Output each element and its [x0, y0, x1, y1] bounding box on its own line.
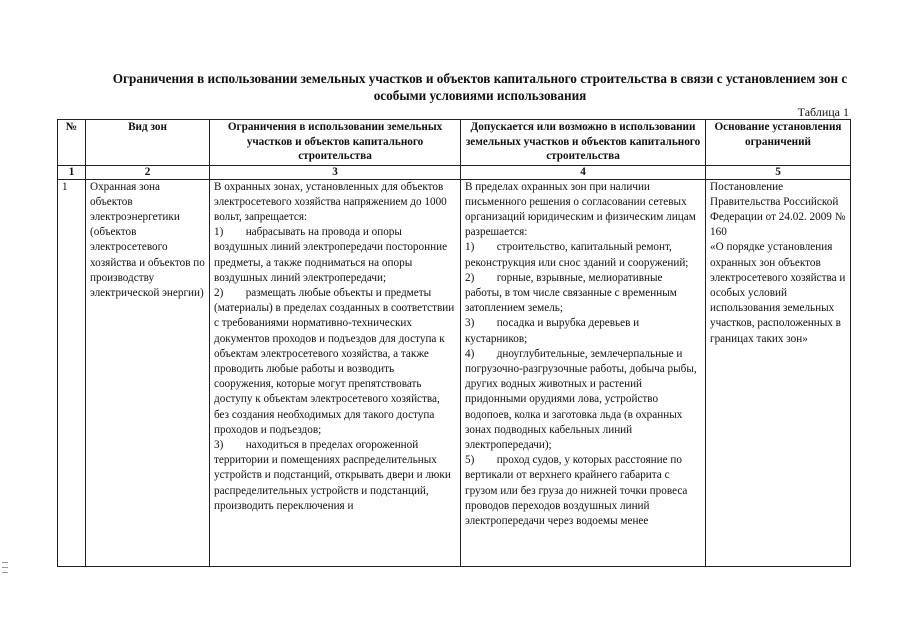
allowed-cell [461, 179, 706, 566]
header-restrictions: Ограничения в использовании земельных участков и объектов капитального строительства [210, 120, 461, 166]
restrictions-table [57, 119, 851, 567]
margin-tick [2, 562, 8, 563]
basis-cell [706, 179, 851, 566]
header-allowed: Допускается или возможно в использовании земельных участков и объектов капитального строительства [461, 120, 706, 166]
restrictions-text: В охранных зонах, установленных для объектов электросетевого хозяйства напряжением до 1000 вольт, запрещается: 1) набрасывать на провода и опоры воздушных линий электропередачи посторонние предметы, а также подниматься на опоры воздушных линий электропередачи; 2) размещать любые объекты и предметы (материалы) в пределах созданных в соответствии с требованиями нормативно-технических документов проходов и подъездов для доступа к объектам электросетевого хозяйства, а также проводить любые работы и возводить сооружения, которые могут препятствовать доступу к объектам электросетевого хозяйства, без создания необходимых для такого доступа проходов и подъездов; 3) находиться в пределах огороженной территории и помещениях распределительных устройств и подстанций, открывать двери и люки распределительных устройств и подстанций, производить переключения и [214, 180, 455, 512]
zone-type-cell [86, 179, 210, 566]
row-number: 1 [58, 179, 86, 566]
column-number: 5 [706, 165, 851, 179]
document-title: Ограничения в использовании земельных участков и объектов капитального строительства в связи с установлением зон с особыми условиями использования [112, 71, 848, 103]
restrictions-cell [210, 179, 461, 566]
column-number-row [58, 165, 851, 179]
margin-marks [2, 562, 8, 577]
table-caption: Таблица 1 [797, 105, 849, 119]
column-number: 3 [210, 165, 461, 179]
header-basis: Основание установления ограничений [706, 120, 851, 166]
basis-text: Постановление Правительства Российской Федерации от 24.02. 2009 № 160 «О порядке установления охранных зон объектов электросетевого хозяйства и особых условий использования земельных участков, расположенных в границах таких зон» [710, 180, 846, 345]
header-zone-type: Вид зон [86, 120, 210, 166]
column-number: 4 [461, 165, 706, 179]
column-number: 1 [58, 165, 86, 179]
margin-tick [2, 572, 8, 573]
header-number: № [58, 120, 86, 166]
table-header-row [58, 120, 851, 166]
zone-type-text: Охранная зона объектов электроэнергетики (объектов электросетевого хозяйства и объектов по производству электрической энергии) [90, 180, 205, 299]
allowed-text: В пределах охранных зон при наличии письменного решения о согласовании сетевых организаций юридическим и физическим лицам разрешается: 1) строительство, капитальный ремонт, реконструкция или снос зданий и сооружений; 2) горные, взрывные, мелиоративные работы, в том числе связанные с временным затоплением земель; 3) посадка и вырубка деревьев и кустарников; 4) дноуглубительные, землечерпальные и погрузочно-разгрузочные работы, добыча рыбы, других водных животных и растений придонными орудиями лова, устройство водопоев, колка и заготовка льда (в охранных зонах подводных кабельных линий электропередачи); 5) проход судов, у которых расстояние по вертикали от верхнего крайнего габарита с грузом или без груза до нижней точки провеса проводов переходов воздушных линий электропередачи через водоемы менее [465, 180, 697, 527]
column-number: 2 [86, 165, 210, 179]
table-row [58, 179, 851, 566]
margin-tick [2, 567, 8, 568]
